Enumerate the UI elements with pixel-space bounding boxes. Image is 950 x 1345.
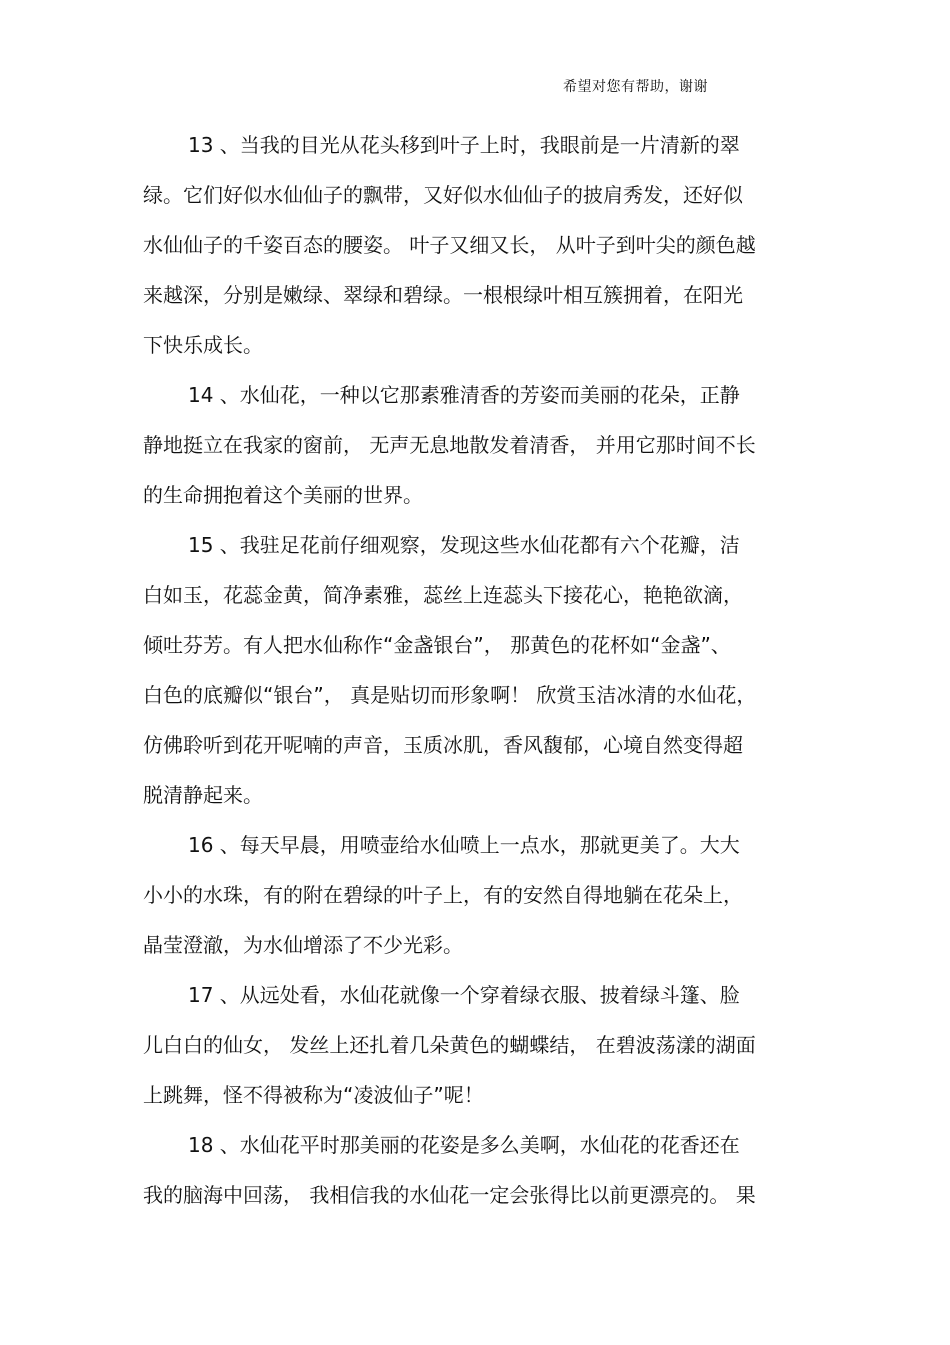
text-line: 仿佛聆听到花开呢喃的声音，玉质冰肌，香风馥郁，心境自然变得超 (143, 733, 743, 757)
text-line: 我的脑海中回荡， 我相信我的水仙花一定会张得比以前更漂亮的。 果 (143, 1183, 756, 1207)
text-line: 小小的水珠，有的附在碧绿的叶子上，有的安然自得地躺在花朵上， (143, 883, 743, 907)
header-note: 希望对您有帮助，谢谢 (563, 79, 708, 95)
text-line: 白如玉，花蕊金黄，简净素雅，蕊丝上连蕊头下接花心，艳艳欲滴， (143, 583, 743, 607)
text-line: 17 、从远处看，水仙花就像一个穿着绿衣服、披着绿斗篷、脸 (188, 983, 740, 1007)
text-line: 水仙仙子的千姿百态的腰姿。 叶子又细又长， 从叶子到叶尖的颜色越 (143, 233, 756, 257)
paragraph-17 (143, 975, 823, 1125)
text-line: 14 、水仙花，一种以它那素雅清香的芳姿而美丽的花朵，正静 (188, 383, 740, 407)
text-line: 16 、每天早晨，用喷壶给水仙喷上一点水，那就更美了。大大 (188, 833, 740, 857)
paragraph-18 (143, 1125, 823, 1225)
text-line: 晶莹澄澈，为水仙增添了不少光彩。 (143, 933, 463, 957)
text-line: 的生命拥抱着这个美丽的世界。 (143, 483, 423, 507)
body-text (143, 125, 823, 1225)
paragraph-13 (143, 125, 823, 375)
text-line: 脱清静起来。 (143, 783, 263, 807)
paragraph-15 (143, 525, 823, 825)
text-line: 静地挺立在我家的窗前， 无声无息地散发着清香， 并用它那时间不长 (143, 433, 756, 457)
text-line: 倾吐芬芳。有人把水仙称作“金盏银台”， 那黄色的花杯如“金盏”、 (143, 633, 731, 657)
text-line: 绿。它们好似水仙仙子的飘带，又好似水仙仙子的披肩秀发，还好似 (143, 183, 743, 207)
text-line: 18 、水仙花平时那美丽的花姿是多么美啊，水仙花的花香还在 (188, 1133, 740, 1157)
text-line: 15 、我驻足花前仔细观察，发现这些水仙花都有六个花瓣，洁 (188, 533, 740, 557)
paragraph-16 (143, 825, 823, 975)
text-line: 下快乐成长。 (143, 333, 263, 357)
text-line: 上跳舞，怪不得被称为“凌波仙子”呢！ (143, 1083, 484, 1107)
paragraph-14 (143, 375, 823, 525)
text-line: 白色的底瓣似“银台”， 真是贴切而形象啊！ 欣赏玉洁冰清的水仙花， (143, 683, 757, 707)
text-line: 儿白白的仙女， 发丝上还扎着几朵黄色的蝴蝶结， 在碧波荡漾的湖面 (143, 1033, 756, 1057)
text-line: 13 、当我的目光从花头移到叶子上时，我眼前是一片清新的翠 (188, 133, 740, 157)
text-line: 来越深，分别是嫩绿、翠绿和碧绿。一根根绿叶相互簇拥着，在阳光 (143, 283, 743, 307)
